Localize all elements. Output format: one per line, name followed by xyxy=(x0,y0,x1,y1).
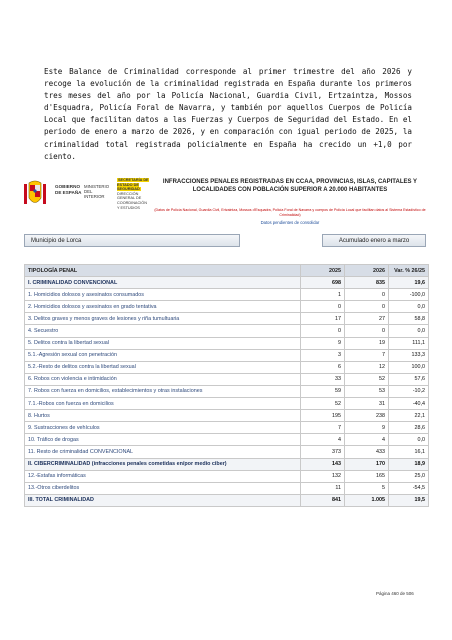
row-label: 13.-Otros ciberdelitos xyxy=(25,482,301,494)
row-value-2026: 12 xyxy=(345,361,389,373)
row-variation: -100,0 xyxy=(389,289,429,301)
row-value-2025: 0 xyxy=(301,325,345,337)
row-variation: 57,6 xyxy=(389,373,429,385)
row-value-2026: 5 xyxy=(345,482,389,494)
page-number: Página 460 de 506 xyxy=(376,591,414,596)
row-value-2026: 52 xyxy=(345,373,389,385)
row-value-2026: 165 xyxy=(345,470,389,482)
row-label: 4. Secuestro xyxy=(25,325,301,337)
row-variation: 0,0 xyxy=(389,301,429,313)
spain-coat-of-arms-icon xyxy=(24,180,46,208)
row-label: 5.2.-Resto de delitos contra la libertad sexual xyxy=(25,361,301,373)
row-label: 9. Sustracciones de vehículos xyxy=(25,422,301,434)
table-row xyxy=(25,325,429,337)
table-row xyxy=(25,277,429,289)
row-value-2025: 52 xyxy=(301,398,345,410)
row-value-2025: 17 xyxy=(301,313,345,325)
row-variation: 19,5 xyxy=(389,494,429,506)
direccion-text: DIRECCIÓN GENERAL DE COORDINACIÓN Y ESTUDIOS xyxy=(117,191,147,210)
row-value-2026: 27 xyxy=(345,313,389,325)
row-value-2025: 7 xyxy=(301,422,345,434)
table-row xyxy=(25,337,429,349)
row-variation: -40,4 xyxy=(389,398,429,410)
col-header-2025: 2025 xyxy=(301,265,345,277)
row-variation: 0,0 xyxy=(389,325,429,337)
secretaria-text: SECRETARÍA DE ESTADO DE SEGURIDAD xyxy=(117,178,149,192)
row-variation: -54,5 xyxy=(389,482,429,494)
report-subtitle: (Datos de Policía Nacional, Guardia Civil, Ertzaintza, Mossos d'Esquadra, Policía Foral de Navarra y cuerpos de Policía Local que facilitan datos al Sistema Estadístico de Criminalidad) xyxy=(154,208,426,217)
row-value-2025: 59 xyxy=(301,385,345,397)
table-row xyxy=(25,361,429,373)
row-variation: 25,0 xyxy=(389,470,429,482)
row-value-2026: 1.005 xyxy=(345,494,389,506)
row-label: 10. Tráfico de drogas xyxy=(25,434,301,446)
table-row xyxy=(25,482,429,494)
row-value-2026: 0 xyxy=(345,325,389,337)
row-value-2026: 53 xyxy=(345,385,389,397)
row-label: I. CRIMINALIDAD CONVENCIONAL xyxy=(25,277,301,289)
row-value-2025: 0 xyxy=(301,301,345,313)
row-value-2026: 0 xyxy=(345,301,389,313)
table-row xyxy=(25,289,429,301)
row-variation: 28,6 xyxy=(389,422,429,434)
table-row xyxy=(25,385,429,397)
col-header-var: Var. % 26/25 xyxy=(389,265,429,277)
pending-note: Datos pendientes de consolidar xyxy=(260,220,320,225)
row-value-2026: 19 xyxy=(345,337,389,349)
row-variation: -10,2 xyxy=(389,385,429,397)
row-variation: 133,3 xyxy=(389,349,429,361)
row-value-2026: 9 xyxy=(345,422,389,434)
row-value-2026: 0 xyxy=(345,289,389,301)
row-label: 11. Resto de criminalidad CONVENCIONAL xyxy=(25,446,301,458)
municipio-selector[interactable]: Municipio de Lorca xyxy=(24,234,240,247)
row-variation: 0,0 xyxy=(389,434,429,446)
row-label: 5. Delitos contra la libertad sexual xyxy=(25,337,301,349)
report-header xyxy=(22,178,430,228)
table-row xyxy=(25,398,429,410)
row-value-2026: 170 xyxy=(345,458,389,470)
periodo-selector[interactable]: Acumulado enero a marzo xyxy=(322,234,426,247)
row-label: 3. Delitos graves y menos graves de lesiones y riña tumultuaria xyxy=(25,313,301,325)
table-row xyxy=(25,470,429,482)
row-value-2026: 4 xyxy=(345,434,389,446)
intro-paragraph: Este Balance de Criminalidad corresponde al primer trimestre del año 2026 y recoge la evolución de la criminalidad registrada en España durante los primeros tres meses del año por la Policía Nacional, Guardia Civil, Ertzaintza, Mossos d'Esquadra, Policía Foral de Navarra, y también por aquellos Cuerpos de Policía Local que facilitan datos a las Fuerzas y Cuerpos de Seguridad del Estado. En el periodo de enero a marzo de 2026, y en comparación con igual periodo de 2025, la criminalidad total registrada policialmente en España ha crecido un +1,0 por ciento. xyxy=(44,67,412,161)
row-value-2026: 433 xyxy=(345,446,389,458)
report-title: INFRACCIONES PENALES REGISTRADAS EN CCAA, PROVINCIAS, ISLAS, CAPITALES Y LOCALIDADES CON POBLACIÓN SUPERIOR A 20.000 HABITANTES xyxy=(162,179,418,193)
table-row xyxy=(25,373,429,385)
row-value-2025: 1 xyxy=(301,289,345,301)
row-label: 12.-Estafas informáticas xyxy=(25,470,301,482)
table-row xyxy=(25,313,429,325)
row-value-2026: 7 xyxy=(345,349,389,361)
row-value-2026: 31 xyxy=(345,398,389,410)
row-variation: 16,1 xyxy=(389,446,429,458)
row-label: 6. Robos con violencia e intimidación xyxy=(25,373,301,385)
secretaria-block xyxy=(117,178,150,210)
col-header-2026: 2026 xyxy=(345,265,389,277)
government-logo xyxy=(22,178,150,214)
row-value-2025: 9 xyxy=(301,337,345,349)
row-value-2025: 841 xyxy=(301,494,345,506)
table-row xyxy=(25,301,429,313)
row-value-2026: 835 xyxy=(345,277,389,289)
row-value-2025: 195 xyxy=(301,410,345,422)
row-variation: 22,1 xyxy=(389,410,429,422)
table-header-row xyxy=(25,265,429,277)
gobierno-text: GOBIERNO DE ESPAÑA xyxy=(55,184,82,195)
row-value-2025: 132 xyxy=(301,470,345,482)
table-row xyxy=(25,422,429,434)
row-variation: 100,0 xyxy=(389,361,429,373)
row-label: 1. Homicidios dolosos y asesinatos consumados xyxy=(25,289,301,301)
crime-statistics-table xyxy=(24,264,429,507)
row-label: III. TOTAL CRIMINALIDAD xyxy=(25,494,301,506)
row-label: 7.1.-Robos con fuerza en domicilios xyxy=(25,398,301,410)
row-value-2026: 238 xyxy=(345,410,389,422)
row-value-2025: 11 xyxy=(301,482,345,494)
col-header-tipologia: TIPOLOGÍA PENAL xyxy=(25,265,301,277)
row-value-2025: 4 xyxy=(301,434,345,446)
row-value-2025: 143 xyxy=(301,458,345,470)
row-value-2025: 6 xyxy=(301,361,345,373)
row-label: II. CIBERCRIMINALIDAD (infracciones penales cometidas en/por medio ciber) xyxy=(25,458,301,470)
row-variation: 111,1 xyxy=(389,337,429,349)
table-row xyxy=(25,410,429,422)
row-value-2025: 33 xyxy=(301,373,345,385)
row-value-2025: 698 xyxy=(301,277,345,289)
table-row xyxy=(25,446,429,458)
row-label: 7. Robos con fuerza en domicilios, establecimientos y otras instalaciones xyxy=(25,385,301,397)
row-variation: 19,6 xyxy=(389,277,429,289)
table-row xyxy=(25,434,429,446)
row-value-2025: 373 xyxy=(301,446,345,458)
row-label: 5.1.-Agresión sexual con penetración xyxy=(25,349,301,361)
ministerio-text: MINISTERIO DEL INTERIOR xyxy=(84,184,110,200)
row-variation: 58,8 xyxy=(389,313,429,325)
row-label: 2. Homicidios dolosos y asesinatos en grado tentativa xyxy=(25,301,301,313)
table-row xyxy=(25,349,429,361)
table-row xyxy=(25,458,429,470)
row-variation: 18,9 xyxy=(389,458,429,470)
row-value-2025: 3 xyxy=(301,349,345,361)
table-row xyxy=(25,494,429,506)
row-label: 8. Hurtos xyxy=(25,410,301,422)
